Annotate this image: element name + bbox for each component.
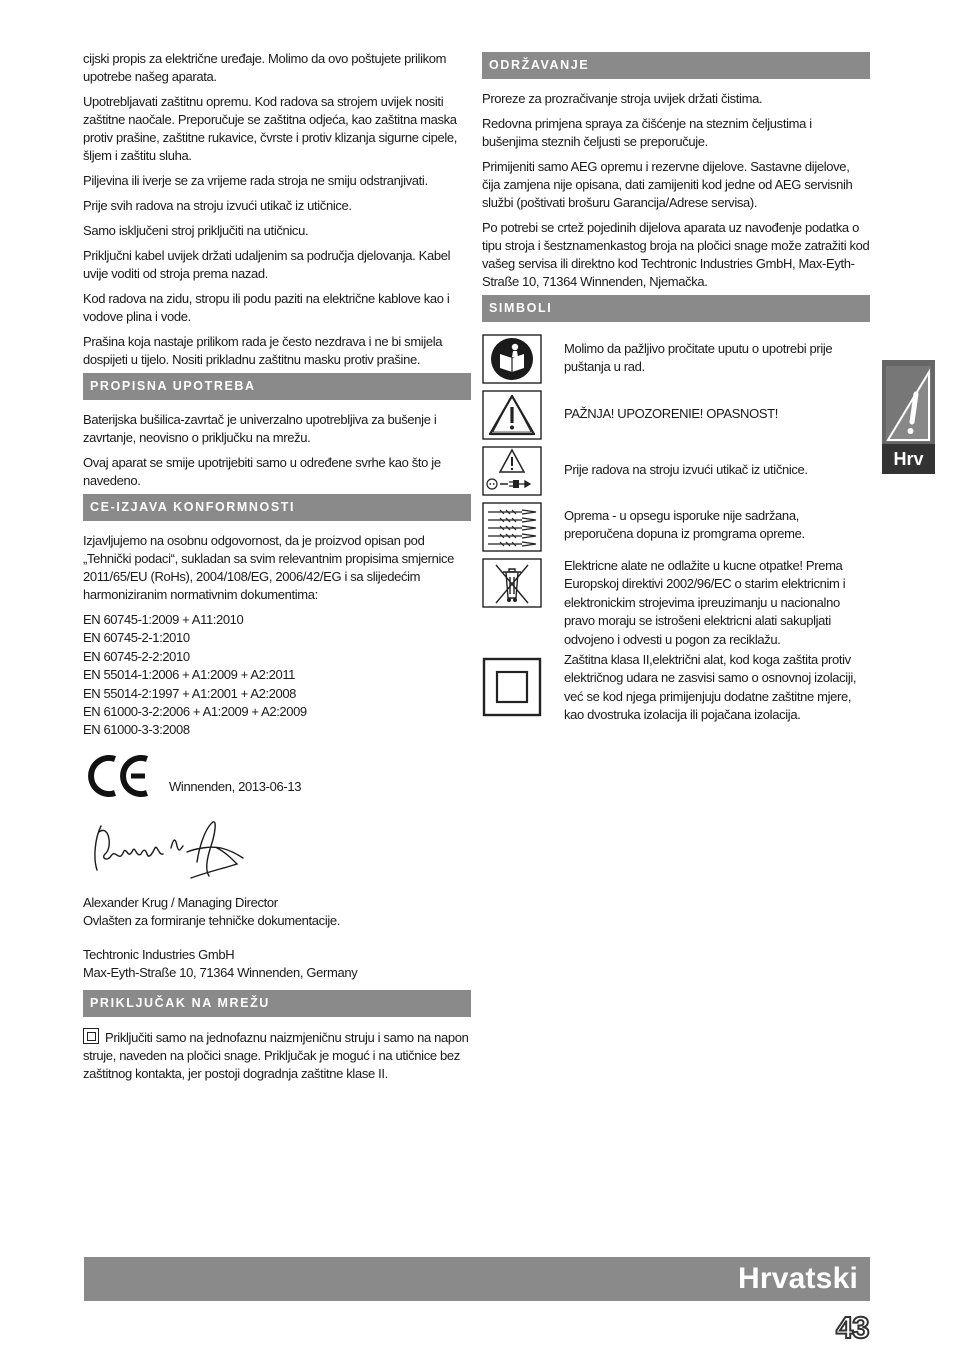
odrzavanje-paragraph: Po potrebi se crtež pojedinih dijelova aparata uz navođenje podatka o tipu stroja i šestznamenkastog broja na pločici snage može zatražiti kod vašeg servisa ili direktno kod Techtronic Industries GmbH, Max-Eyth-Straße 10, 71364 Winnenden, Njemačka. [482,220,870,289]
norm-item: EN 61000-3-2:2006 + A1:2009 + A2:2009 [83,704,307,720]
place-date: Winnenden, 2013-06-13 [169,778,302,794]
symbol-row [482,652,870,732]
intro-paragraph: Upotrebljavati zaštitnu opremu. Kod radova sa strojem uvijek nositi zaštitne naočale. Preporučuje se zaštitna odjeća, kao zaštitna maska protiv prašine, zaštitne rukavice, čvrste i protiv klizanja sigurne cipele, šljem i zaštitu sluha. [83,94,458,163]
symbol-text: Zaštitna klasa II,električni alat, kod koga zaštita protiv električnog udara ne zasvisi samo o osnovnoj izolaciji, već se kod njega primijenjuju dodatne zaštitne mjere, kao dvostruka izolacija ili pojačana izolacija. [564,652,857,723]
symbol-text: PAŽNJA! UPOZORENIE! OPASNOST! [564,406,779,421]
odrzavanje-paragraph: Redovna primjena spraya za čišćenje na steznim čeljustima i bušenjima steznih čeljusti se preporučuje. [482,116,812,149]
intro-paragraph: Priključni kabel uvijek držati udaljenim sa područja djelovanja. Kabel uvije voditi od stroja prema nazad. [83,248,451,281]
signatory-name: Alexander Krug / Managing Director [83,894,278,910]
footer-language-title: Hrvatski [737,1262,858,1295]
symbol-text: Molimo da pažljivo pročitate uputu o upotrebi prije puštanja u rad. [564,341,833,375]
left-column [83,50,471,1083]
norm-item: EN 60745-1:2009 + A11:2010 [83,612,244,627]
odrzavanje-paragraph: Proreze za prozračivanje stroja uvijek držati čistima. [482,91,763,106]
norm-item: EN 60745-2-1:2010 [83,630,190,646]
symbol-row [482,502,870,554]
company-address: Max-Eyth-Straße 10, 71364 Winnenden, Germany [83,964,358,980]
intro-paragraph: Prije svih radova na stroju izvući utikač iz utičnice. [83,198,352,213]
symbol-text: Prije radova na stroju izvući utikač iz utičnice. [564,462,808,477]
section-heading-simboli: SIMBOLI [482,295,870,322]
norm-item: EN 60745-2-2:2010 [83,648,190,664]
section-heading-prikljucak-na-mrezu: PRIKLJUČAK NA MREŽU [83,990,471,1017]
symbol-row [482,390,870,442]
ce-mark-row [83,754,471,810]
exclamation-warning-icon [886,366,931,442]
section-heading-ce-izjava: CE-IZJAVA KONFORMNOSTI [83,494,471,521]
footer-bar [84,1257,870,1301]
intro-paragraph: cijski propis za električne uređaje. Molimo da ovo poštujete prilikom upotrebe našeg aparata. [83,51,447,84]
norm-item: EN 55014-1:2006 + A1:2009 + A2:2011 [83,667,296,683]
intro-paragraph: Samo isključeni stroj priključiti na utičnicu. [83,223,309,238]
right-column [482,50,870,734]
symbol-row [482,558,870,650]
intro-paragraph: Prašina koja nastaje prilikom rada je često nezdrava i ne bi smijela dospijeti u tijelo. Nositi prikladnu zaštitnu masku protiv prašine. [83,334,443,367]
side-tab-warning-panel [886,366,931,442]
ce-mark-icon [87,754,151,798]
protection-class-ii-icon [482,657,542,717]
company-address-block [83,946,471,982]
side-tab-label: Hrv [882,444,935,474]
read-manual-icon [482,334,542,384]
intro-paragraph: Kod radova na zidu, stropu ili podu paziti na električne kablove kao i vodove plina i vode. [83,291,450,324]
norm-item: EN 61000-3-3:2008 [83,722,190,738]
mreza-text: Priključiti samo na jednofaznu naizmjeničnu struju i samo na napon struje, naveden na pločici snage. Priključak je moguć i na utičnice bez zaštitnog kontakta, jer postoji dogradnja zaštitne klase II. [83,1029,469,1081]
page-number: 43 [836,1310,869,1345]
mreza-paragraph [83,1028,471,1083]
symbol-row [482,446,870,498]
signature [87,818,471,884]
signature-image [87,818,257,884]
section-heading-propisna-upotreba: PROPISNA UPOTREBA [83,373,471,400]
company-name: Techtronic Industries GmbH [83,946,235,962]
propisna-paragraph: Baterijska bušilica-zavrtač je univerzalno upotrebljiva za bušenje i zavrtanje, neovisno o priključku na mrežu. [83,412,437,445]
ce-declaration-paragraph: Izjavljujemo na osobnu odgovornost, da je proizvod opisan pod „Tehnički podaci“, sukladan sa svim relevantnim propisima smjernice 2011/65/EU (RoHs), 2004/108/EG, 2006/42/EG i sa slijedećim harmoniziranim normativnim dokumentima: [83,533,455,602]
intro-paragraph: Piljevina ili iverje se za vrijeme rada stroja ne smiju odstranjivati. [83,173,428,188]
norm-item: EN 55014-2:1997 + A1:2001 + A2:2008 [83,685,296,701]
symbol-row [482,334,870,386]
warning-triangle-icon [482,390,542,440]
signatory-block [83,894,471,930]
unplug-warning-icon [482,446,542,496]
weee-crossed-bin-icon [482,558,542,608]
section-heading-odrzavanje: ODRŽAVANJE [482,52,870,79]
symbol-list [482,334,870,734]
symbol-text: Elektricne alate ne odlažite u kucne otpatke! Prema Europskoj direktivi 2002/96/EC o starim elektricnim i elektronickim strojevima ipreuzimanju u nacionalno pravo moraju se istrošeni elektricni alati sakupljati odvojeno i odvesti u pogon za reciklažu. [564,558,846,647]
norm-list [83,611,471,740]
odrzavanje-paragraph: Primijeniti samo AEG opremu i rezervne dijelove. Sastavne dijelove, čija zamjena nije opisana, dati zamijeniti kod jedne od AEG servisnih službi (poštivati brošuru Garancija/Adrese servisa). [482,159,853,210]
language-side-tab [882,360,935,474]
propisna-paragraph: Ovaj aparat se smije upotrijebiti samo u određene svrhe kao što je navedeno. [83,455,441,488]
symbol-text: Oprema - u opsegu isporuke nije sadržana, preporučena dopuna iz promgrama opreme. [564,508,805,542]
signatory-authorization: Ovlašten za formiranje tehničke dokumentacije. [83,912,341,928]
accessories-drill-bits-icon [482,502,542,552]
protection-class-ii-inline-icon [83,1028,99,1044]
